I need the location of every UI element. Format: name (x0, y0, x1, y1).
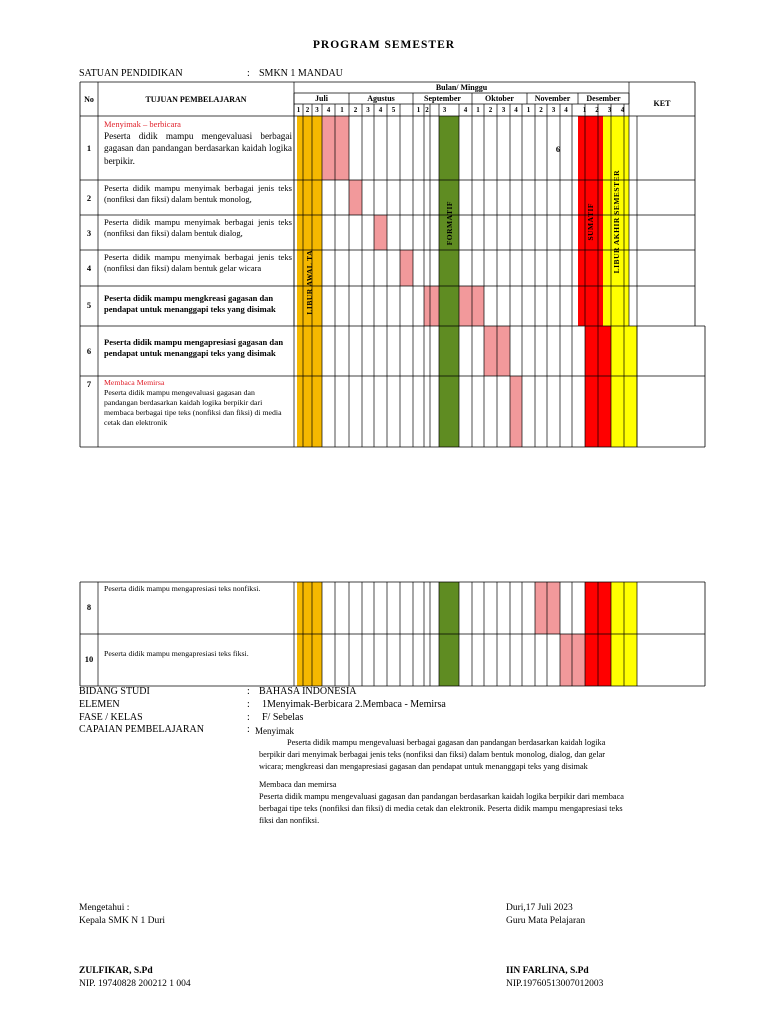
band-libur-awal (297, 118, 322, 446)
week-label: 4 (620, 106, 625, 114)
sig-left-line2: Kepala SMK N 1 Duri (79, 916, 166, 926)
week-label: 2 (488, 106, 493, 114)
week-label: 3 (315, 106, 319, 114)
goal-text: Peserta didik mampu mengevaluasi gagasan dan pandangan berdasarkan kaidah logika berpikir dari membaca berbagai tipe teks (nonfiksi dan fiksi) di media cetak dan elektronik (104, 388, 282, 427)
capaian-value: Menyimak (255, 726, 294, 736)
fase-sep: : (247, 712, 250, 723)
week-label: 3 (442, 106, 447, 114)
band-libur-awal-label: LIBUR AWAL TA (305, 249, 314, 315)
week-label: 1 (582, 106, 587, 114)
row-number: 10 (84, 654, 94, 664)
sig-right-line2: Guru Mata Pelajaran (506, 916, 586, 926)
week-label: 1 (340, 106, 344, 114)
schedule-cell-active (510, 376, 522, 447)
capaian-sep: : (247, 724, 250, 735)
row-number: 8 (86, 602, 92, 612)
band-sumatif (578, 118, 603, 326)
goal-header: TUJUAN PEMBELAJARAN (145, 95, 247, 104)
school-label: SATUAN PENDIDIKAN (79, 68, 183, 79)
schedule-cell-active (497, 326, 510, 376)
week-label: 4 (378, 106, 383, 114)
band-libur-akhir (603, 118, 629, 326)
band-formatif (439, 118, 459, 328)
elemen-value: 1Menyimak-Berbicara 2.Membaca - Memirsa (262, 699, 446, 710)
goal-cell (104, 378, 282, 428)
month-label: Agustus (367, 94, 395, 103)
sig-left-name: ZULFIKAR, S.Pd (79, 966, 153, 976)
band-sumatif-label: SUMATIF (586, 203, 595, 241)
band-formatif-label: FORMATIF (444, 200, 454, 246)
week-label: 1 (476, 106, 480, 114)
week-label: 2 (305, 106, 310, 114)
week-label: 2 (353, 106, 358, 114)
sig-left-line1: Mengetahui : (79, 903, 130, 913)
month-label: Desember (586, 94, 621, 103)
fase-value: F/ Sebelas (262, 712, 304, 723)
page-title: PROGRAM SEMESTER (312, 39, 456, 51)
goal-heading: Membaca Memirsa (104, 378, 165, 387)
sig-right-name: IIN FARLINA, S.Pd (506, 966, 589, 976)
week-label: 1 (296, 106, 301, 114)
cp-paragraph-1: Peserta didik mampu mengevaluasi berbagai gagasan dan pandangan berdasarkan kaidah logika berpikir dari menyimak berbagai jenis teks (nonfiksi dan fiksi) dalam bentuk monolog, dialog, dan gelar wicara; mengkreasi dan mengapresiasi gagasan dan pendapat untuk menanggapi teks yang disimak (259, 738, 606, 771)
fase-label: FASE / KELAS (79, 712, 143, 723)
no-header: No (84, 95, 94, 104)
month-label: Juli (315, 94, 328, 103)
schedule-cell-active (400, 250, 413, 286)
week-label: 1 (526, 106, 531, 114)
week-label: 4 (514, 106, 518, 114)
goal-text: Peserta didik mampu mengapresiasi teks nonfiksi. (104, 584, 261, 593)
goal-text: Peserta didik mampu mengkreasi gagasan dan pendapat untuk menanggapi teks yang disimak (104, 293, 276, 314)
elemen-sep: : (247, 699, 250, 710)
week-label: 3 (551, 106, 556, 114)
week-label: 2 (425, 106, 429, 114)
schedule-cell-active (424, 286, 439, 326)
goal-text: Peserta didik mampu mengapresiasi teks fiksi. (104, 649, 249, 658)
schedule-cell-active (459, 286, 484, 326)
week-label: 2 (595, 106, 599, 114)
row-number: 6 (86, 346, 92, 356)
sig-right-nip: NIP.19760513007012003 (506, 979, 604, 989)
schedule-cell-active (560, 634, 572, 686)
school-sep: : (247, 68, 250, 79)
week-label: 4 (463, 106, 468, 114)
capaian-label: CAPAIAN PEMBELAJARAN (79, 724, 204, 735)
month-label: November (534, 94, 571, 103)
schedule-cell-active (349, 180, 362, 215)
schedule-cell-active (374, 215, 387, 250)
schedule-cell-active (572, 634, 585, 686)
week-mark: 6 (555, 144, 561, 154)
row-number: 2 (86, 193, 92, 203)
row-number: 1 (86, 143, 92, 153)
schedule-cell-active (335, 116, 349, 180)
period-header: Bulan/ Minggu (435, 83, 488, 92)
row-number: 3 (86, 228, 92, 238)
goal-text: Peserta didik mampu menyimak berbagai jenis teks (nonfiksi dan fiksi) dalam bentuk gelar wicara (104, 252, 292, 273)
goal-text: Peserta didik mampu mengevaluasi berbagai gagasan dan pandangan berdasarkan kaidah logika berpikir. (104, 130, 292, 166)
row-number: 4 (86, 263, 92, 273)
schedule-cell-active (484, 326, 497, 376)
band-libur-akhir-label: LIBUR AKHIR SEMESTER (611, 170, 621, 274)
elemen-label: ELEMEN (79, 699, 120, 710)
bidang-value: BAHASA INDONESIA (259, 686, 357, 697)
goal-heading: Menyimak – berbicara (104, 119, 181, 129)
sig-right-line1: Duri,17 Juli 2023 (506, 903, 573, 913)
sig-left-nip: NIP. 19740828 200212 1 004 (79, 979, 191, 989)
week-label: 4 (564, 106, 568, 114)
cp-paragraph-2: Peserta didik mampu mengevaluasi gagasan dan pandangan berdasarkan kaidah logika berpikir dari membaca berbagai tipe teks (nonfiksi dan fiksi) di media cetak dan elektronik. Peserta didik mampu mengapresiasi teks fiksi dan nonfiksi. (259, 792, 624, 825)
week-label: 3 (501, 106, 506, 114)
row-number: 5 (86, 300, 92, 310)
goal-text: Peserta didik mampu menyimak berbagai jenis teks (nonfiksi dan fiksi) dalam bentuk dialog, (104, 217, 292, 238)
schedule-cell-active (535, 582, 547, 634)
schedule-cell-active (547, 582, 560, 634)
bidang-label: BIDANG STUDI (79, 686, 150, 697)
school-value: SMKN 1 MANDAU (259, 68, 343, 79)
week-label: 3 (607, 106, 612, 114)
goal-cell (104, 119, 292, 167)
week-label: 1 (416, 106, 421, 114)
goal-text: Peserta didik mampu mengapresiasi gagasan dan pendapat untuk menanggapi teks yang disimak (104, 337, 284, 358)
week-label: 4 (326, 106, 331, 114)
month-label: Oktober (485, 94, 514, 103)
goal-text: Peserta didik mampu menyimak berbagai jenis teks (nonfiksi dan fiksi) dalam bentuk monolog, (104, 183, 292, 204)
month-label: September (424, 94, 461, 103)
cp-heading-2: Membaca dan memirsa (259, 780, 337, 789)
row-number: 7 (86, 379, 92, 389)
bidang-sep: : (247, 686, 250, 697)
schedule-cell-active (322, 116, 335, 180)
week-label: 3 (366, 106, 370, 114)
week-label: 5 (391, 106, 396, 114)
ket-header: KET (653, 99, 671, 108)
week-label: 2 (539, 106, 543, 114)
